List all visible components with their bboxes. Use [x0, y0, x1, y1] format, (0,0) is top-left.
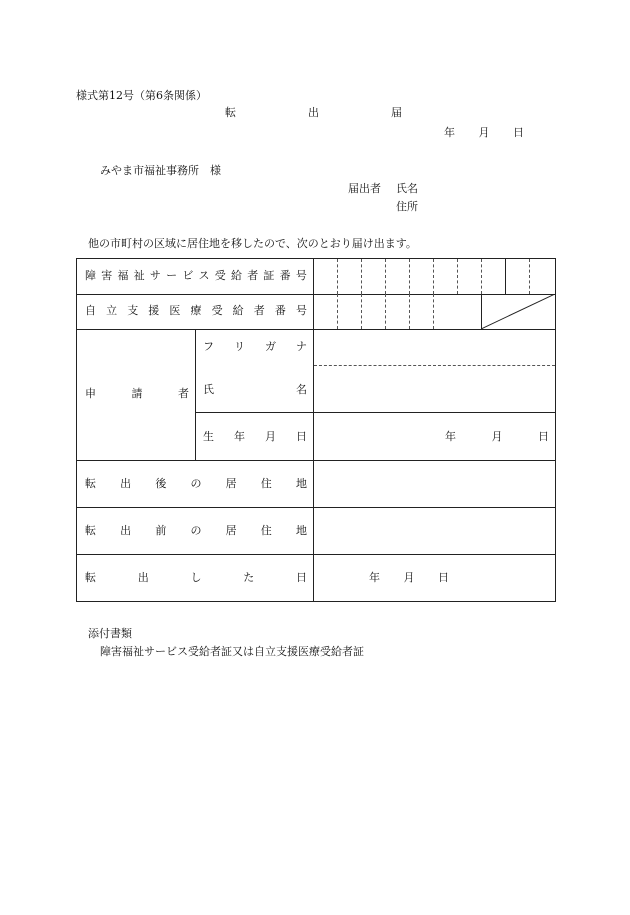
furigana-label: フ リ ガ ナ — [203, 340, 307, 353]
move-date-label: 転 出 し た 日 — [85, 571, 307, 584]
form-number: 様式第12号（第6条関係） — [76, 89, 207, 102]
diagonal-slash — [481, 294, 555, 329]
attachments-item: 障害福祉サービス受給者証又は自立支援医療受給者証 — [100, 645, 364, 658]
form-table — [76, 258, 556, 602]
birth-date-value: 年 月 日 — [445, 430, 549, 443]
addressee: みやま市福祉事務所 様 — [100, 164, 221, 177]
name-label: 氏 名 — [203, 383, 307, 396]
disability-certificate-number-label: 障 害 福 祉 サ ー ビ ス 受 給 者 証 番 号 — [85, 269, 307, 282]
attachments-heading: 添付書類 — [88, 627, 132, 640]
submission-date: 年 月 日 — [444, 126, 524, 139]
form-title: 転 出 届 — [225, 106, 402, 119]
birth-date-label: 生 年 月 日 — [203, 430, 307, 443]
submitter-label: 届出者 — [348, 182, 381, 195]
move-date-value: 年 月 日 — [369, 571, 449, 584]
intro-text: 他の市町村の区域に居住地を移したので、次のとおり届け出ます。 — [88, 237, 417, 250]
address-before-move-label: 転 出 前 の 居 住 地 — [85, 524, 307, 537]
submitter-address-label: 住所 — [396, 200, 418, 213]
address-after-move-label: 転 出 後 の 居 住 地 — [85, 477, 307, 490]
applicant-label: 申 請 者 — [85, 387, 189, 400]
submitter-name-label: 氏名 — [396, 182, 418, 195]
medical-recipient-number-label: 自 立 支 援 医 療 受 給 者 番 号 — [85, 304, 307, 317]
